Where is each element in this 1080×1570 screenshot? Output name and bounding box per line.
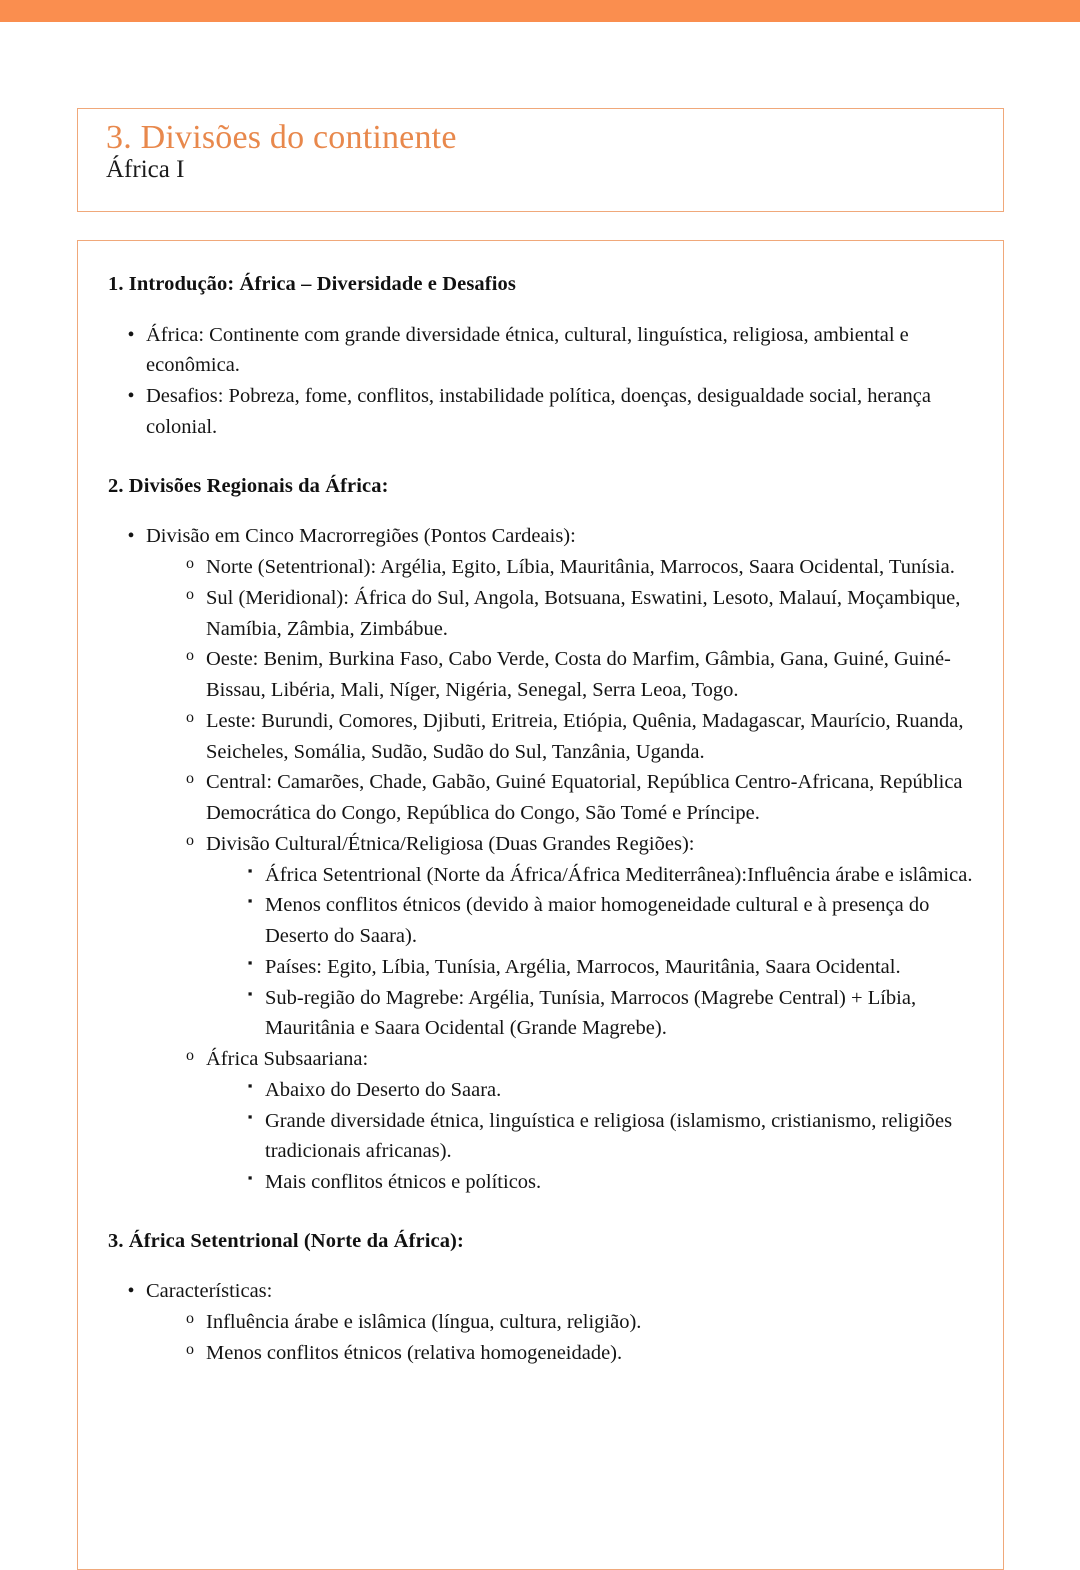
list-item-text: Norte (Setentrional): Argélia, Egito, Líbia, Mauritânia, Marrocos, Saara Ocidental, Tunísia. xyxy=(206,556,955,579)
list-item-text: Influência árabe e islâmica (língua, cultura, religião). xyxy=(206,1311,642,1334)
spacer xyxy=(108,298,985,320)
list-item xyxy=(232,1075,985,1106)
page-subtitle: África I xyxy=(106,156,185,184)
section-heading-1: 1. Introdução: África – Diversidade e Desafios xyxy=(108,273,516,295)
list-item xyxy=(172,583,985,645)
bullet-square-icon: ▪ xyxy=(247,1170,253,1186)
list-item-text: Grande diversidade étnica, linguística e religiosa (islamismo, cristianismo, religiões tradicionais africanas). xyxy=(265,1109,953,1163)
cultural-division-list xyxy=(232,860,985,1045)
top-accent-band xyxy=(0,0,1080,22)
bullet-circle-icon: o xyxy=(186,831,194,849)
bullet-circle-icon: o xyxy=(186,770,194,788)
bullet-dot-icon: • xyxy=(127,385,135,408)
bullet-circle-icon: o xyxy=(186,585,194,603)
bullet-circle-icon: o xyxy=(186,555,194,573)
list-item-text: África Setentrional (Norte da África/África Mediterrânea):Influência árabe e islâmica. xyxy=(265,863,973,886)
spacer xyxy=(108,1254,985,1276)
list-item-text: Sub-região do Magrebe: Argélia, Tunísia, Marrocos (Magrebe Central) + Líbia, Mauritânia e Saara Ocidental (Grande Magrebe). xyxy=(265,986,917,1040)
section-2-list xyxy=(108,521,985,1198)
section-3-sublist xyxy=(172,1307,985,1369)
list-item xyxy=(232,860,985,891)
list-item xyxy=(108,320,985,382)
section-heading-2: 2. Divisões Regionais da África: xyxy=(108,474,389,497)
list-item xyxy=(172,1044,985,1198)
spacer xyxy=(108,443,985,473)
list-item-text: Oeste: Benim, Burkina Faso, Cabo Verde, Costa do Marfim, Gâmbia, Gana, Guiné, Guiné-Bissau, Libéria, Mali, Níger, Nigéria, Senegal, Serra Leoa, Togo. xyxy=(206,648,951,702)
list-item xyxy=(172,644,985,706)
list-item xyxy=(232,952,985,983)
section-heading-3: 3. África Setentrional (Norte da África): xyxy=(108,1229,464,1252)
list-item xyxy=(108,521,985,1198)
list-item xyxy=(172,706,985,768)
list-item-text: Países: Egito, Líbia, Tunísia, Argélia, Marrocos, Mauritânia, Saara Ocidental. xyxy=(265,955,901,978)
list-item xyxy=(232,1106,985,1168)
document-content xyxy=(78,241,1003,1369)
list-item-text: Menos conflitos étnicos (relativa homogeneidade). xyxy=(206,1341,623,1364)
bullet-dot-icon: • xyxy=(127,323,135,346)
bullet-square-icon: ▪ xyxy=(247,1108,253,1124)
spacer xyxy=(108,499,985,521)
list-item-text: Abaixo do Deserto do Saara. xyxy=(265,1078,502,1101)
list-item xyxy=(172,829,985,1044)
list-item-text: África: Continente com grande diversidade étnica, cultural, linguística, religiosa, ambiental e econômica. xyxy=(146,323,909,377)
list-item xyxy=(172,1338,985,1369)
list-item-text: Sul (Meridional): África do Sul, Angola, Botsuana, Eswatini, Lesoto, Malauí, Moçambique, Namíbia, Zâmbia, Zimbábue. xyxy=(206,586,961,640)
list-item-text: Desafios: Pobreza, fome, conflitos, instabilidade política, doenças, desigualdade social, herança colonial. xyxy=(146,385,931,438)
list-item-text: Divisão em Cinco Macrorregiões (Pontos Cardeais): xyxy=(146,525,576,548)
list-item xyxy=(172,552,985,583)
subsaariana-list xyxy=(232,1075,985,1198)
bullet-dot-icon: • xyxy=(127,1280,135,1303)
bullet-square-icon: ▪ xyxy=(247,954,253,970)
bullet-circle-icon: o xyxy=(186,1047,194,1065)
bullet-square-icon: ▪ xyxy=(247,862,253,878)
section-3-list xyxy=(108,1276,985,1368)
list-item-text: Leste: Burundi, Comores, Djibuti, Eritreia, Etiópia, Quênia, Madagascar, Maurício, Ruanda, Seicheles, Somália, Sudão, Sudão do Sul, Tanzânia, Uganda. xyxy=(206,709,964,763)
bullet-circle-icon: o xyxy=(186,1310,194,1328)
list-item xyxy=(232,890,985,952)
list-item-text: Divisão Cultural/Étnica/Religiosa (Duas Grandes Regiões): xyxy=(206,832,695,855)
bullet-dot-icon: • xyxy=(127,525,135,548)
document-body-box xyxy=(77,240,1004,1570)
list-item xyxy=(108,1276,985,1368)
list-item xyxy=(172,1307,985,1338)
list-item-text: Menos conflitos étnicos (devido à maior homogeneidade cultural e à presença do Deserto do Saara). xyxy=(265,894,930,948)
section-2-sublist xyxy=(172,552,985,1198)
bullet-circle-icon: o xyxy=(186,708,194,726)
list-item xyxy=(172,767,985,829)
page-title: 3. Divisões do continente xyxy=(106,119,457,156)
spacer xyxy=(108,1198,985,1228)
list-item-text: Mais conflitos étnicos e políticos. xyxy=(265,1171,542,1194)
bullet-circle-icon: o xyxy=(186,647,194,665)
document-header-box xyxy=(77,108,1004,212)
list-item-text: Central: Camarões, Chade, Gabão, Guiné Equatorial, República Centro-Africana, República Democrática do Congo, República do Congo, São Tomé e Príncipe. xyxy=(206,771,963,825)
section-1-list xyxy=(108,320,985,443)
list-item-text: Características: xyxy=(146,1280,273,1303)
list-item xyxy=(108,381,985,443)
bullet-circle-icon: o xyxy=(186,1340,194,1358)
list-item-text: África Subsaariana: xyxy=(206,1048,369,1071)
bullet-square-icon: ▪ xyxy=(247,985,253,1001)
bullet-square-icon: ▪ xyxy=(247,893,253,909)
list-item xyxy=(232,1167,985,1198)
bullet-square-icon: ▪ xyxy=(247,1077,253,1093)
list-item xyxy=(232,983,985,1045)
